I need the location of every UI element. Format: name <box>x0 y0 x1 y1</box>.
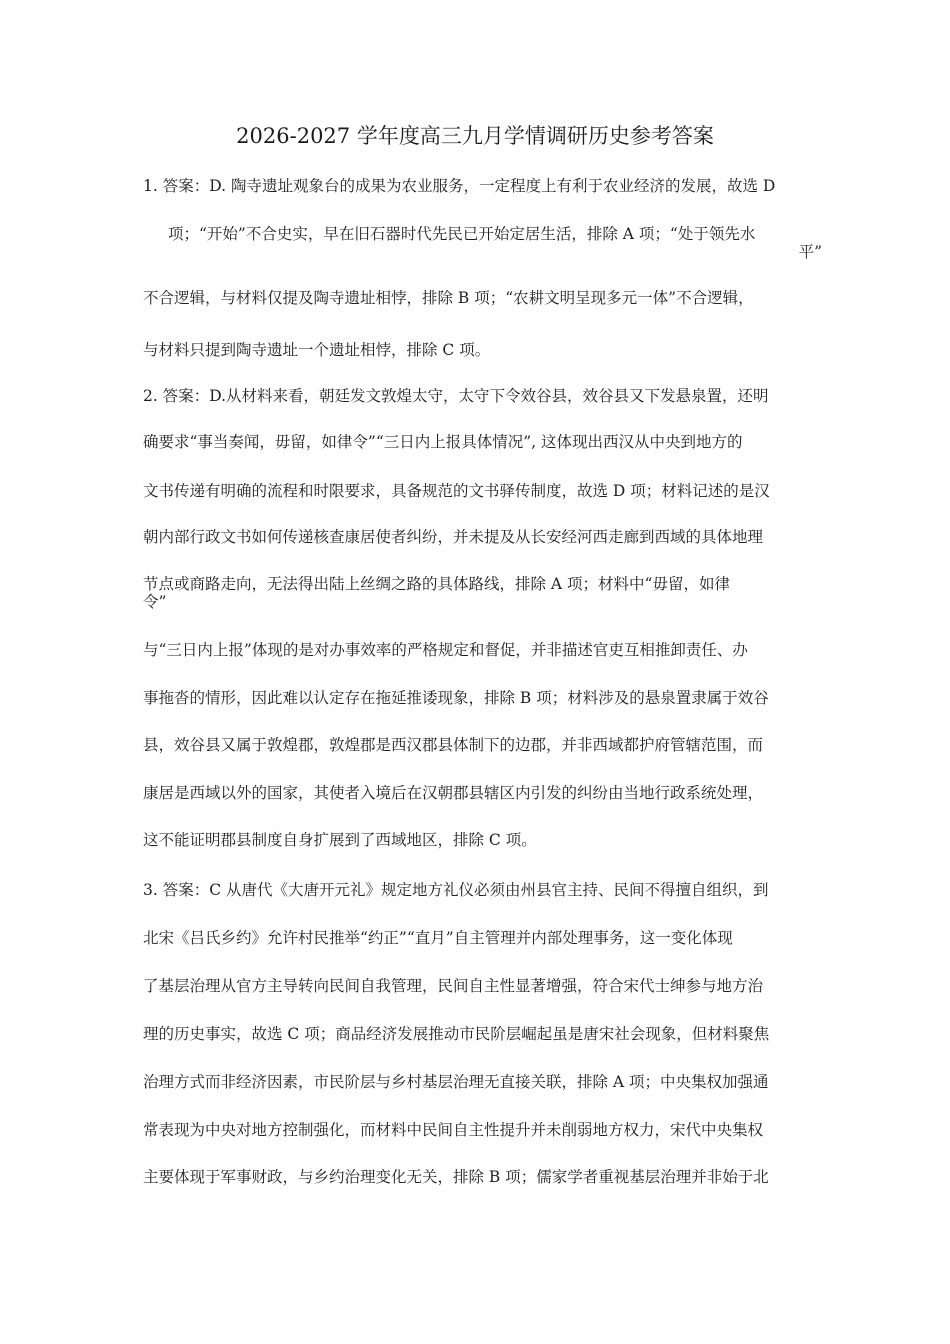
answer-line-wrap: 令” <box>143 593 167 611</box>
answer-line: 项；“开始”不合史实，早在旧石器时代先民已开始定居生活，排除 A 项；“处于领先水 <box>168 225 756 243</box>
answer-line-wrap: 平” <box>798 243 822 261</box>
answer-line: 1. 答案：D. 陶寺遗址观象台的成果为农业服务，一定程度上有利于农业经济的发展，故选 D <box>143 177 776 195</box>
answer-line: 了基层治理从官方主导转向民间自我管理，民间自主性显著增强，符合宋代士绅参与地方治 <box>143 977 764 995</box>
answer-line: 与“三日内上报”体现的是对办事效率的严格规定和督促，并非描述官吏互相推卸责任、办 <box>143 641 748 659</box>
answer-line: 2. 答案：D.从材料来看，朝廷发文敦煌太守，太守下令效谷县，效谷县又下发悬泉置，还明 <box>143 387 769 405</box>
answer-line: 县，效谷县又属于敦煌郡，敦煌郡是西汉郡县体制下的边郡，并非西域都护府管辖范围，而 <box>143 736 764 754</box>
answer-line: 主要体现于军事财政，与乡约治理变化无关，排除 B 项；儒家学者重视基层治理并非始于北 <box>143 1168 769 1186</box>
answer-line: 3. 答案：C 从唐代《大唐开元礼》规定地方礼仪必须由州县官主持、民间不得擅自组织，到 <box>143 881 769 899</box>
answer-line: 朝内部行政文书如何传递核查康居使者纠纷，并未提及从长安经河西走廊到西域的具体地理 <box>143 528 764 546</box>
answer-line: 理的历史事实，故选 C 项；商品经济发展推动市民阶层崛起虽是唐宋社会现象，但材料聚焦 <box>143 1025 770 1043</box>
answer-line: 治理方式而非经济因素，市民阶层与乡村基层治理无直接关联，排除 A 项；中央集权加强通 <box>143 1073 769 1091</box>
answer-line: 康居是西域以外的国家，其使者入境后在汉朝郡县辖区内引发的纠纷由当地行政系统处理， <box>143 784 764 802</box>
answer-line: 常表现为中央对地方控制强化，而材料中民间自主性提升并未削弱地方权力，宋代中央集权 <box>143 1121 764 1139</box>
answer-line: 这不能证明郡县制度自身扩展到了西域地区，排除 C 项。 <box>143 831 537 849</box>
answer-line: 事拖沓的情形，因此难以认定存在拖延推诿现象，排除 B 项；材料涉及的悬泉置隶属于效谷 <box>143 689 769 707</box>
answer-line: 与材料只提到陶寺遗址一个遗址相悖，排除 C 项。 <box>143 341 491 359</box>
answer-line: 不合逻辑，与材料仅提及陶寺遗址相悖，排除 B 项；“农耕文明呈现多元一体”不合逻辑， <box>143 289 754 307</box>
answer-line: 确要求“事当奏闻，毋留，如律令”“三日内上报具体情况”, 这体现出西汉从中央到地方的 <box>143 433 743 451</box>
answer-line: 北宋《吕氏乡约》允许村民推举“约正”“直月”自主管理并内部处理事务，这一变化体现 <box>143 929 733 947</box>
answer-line: 文书传递有明确的流程和时限要求，具备规范的文书驿传制度，故选 D 项；材料记述的是汉 <box>143 482 770 500</box>
answer-line: 节点或商路走向，无法得出陆上丝绸之路的具体路线，排除 A 项；材料中“毋留，如律 <box>143 575 730 593</box>
page-title: 2026-2027 学年度高三九月学情调研历史参考答案 <box>236 124 714 148</box>
